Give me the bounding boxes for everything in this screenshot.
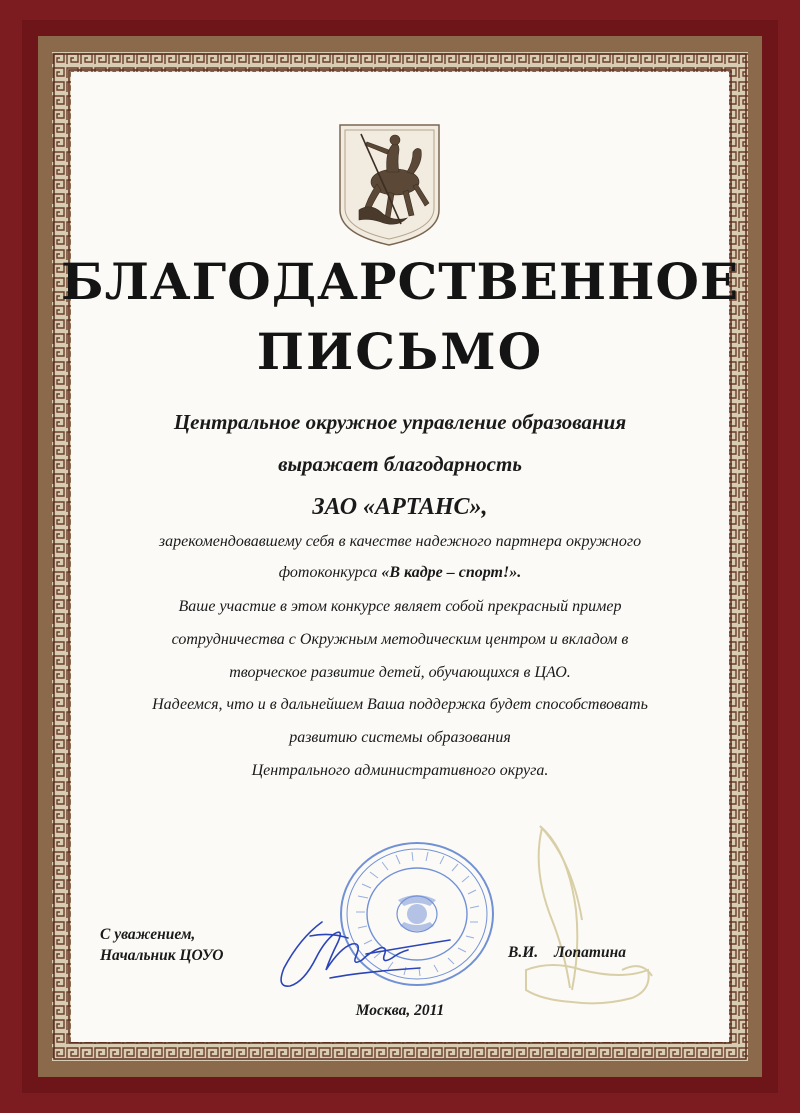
body-line-3: Ваше участие в этом конкурсе являет собой прекрасный пример [178, 598, 622, 615]
document-title-line1: БЛАГОДАРСТВЕННОЕ [60, 252, 740, 311]
signature-block [100, 924, 223, 966]
handwritten-signature-icon [270, 908, 460, 998]
body-line-8: Центрального административного округа. [251, 762, 549, 779]
quill-watermark-icon [512, 820, 662, 1020]
recipient-name: ЗАО «АРТАНС», [312, 494, 488, 520]
body-line-2 [0, 564, 800, 582]
body-line-2-prefix: фотоконкурса [278, 564, 382, 581]
body-line-6: Надеемся, что и в дальнейшем Ваша поддержка будет способствовать [152, 696, 648, 713]
signer-position: Начальник ЦОУО [100, 947, 224, 964]
issuer-text: Центральное окружное управление образования [173, 410, 627, 434]
signer-initials: В.И. [508, 944, 539, 961]
body-line-1: зарекомендовавшему себя в качестве надежного партнера окружного [158, 533, 642, 550]
regards-text: С уважением, [100, 926, 196, 943]
contest-name: «В кадре – спорт!». [381, 564, 522, 581]
document-title-line2: ПИСЬМО [256, 322, 544, 381]
body-line-4: сотрудничества с Окружным методическим центром и вкладом в [171, 631, 629, 648]
signer-name [508, 944, 626, 962]
body-line-5: творческое развитие детей, обучающихся в ЦАО. [229, 664, 571, 681]
body-line-7: развитию системы образования [289, 729, 511, 746]
signer-surname: Лопатина [554, 944, 626, 961]
city-and-year: Москва, 2011 [355, 1002, 445, 1019]
moscow-coat-of-arms-icon [337, 122, 442, 248]
gratitude-text: выражает благодарность [278, 452, 522, 476]
